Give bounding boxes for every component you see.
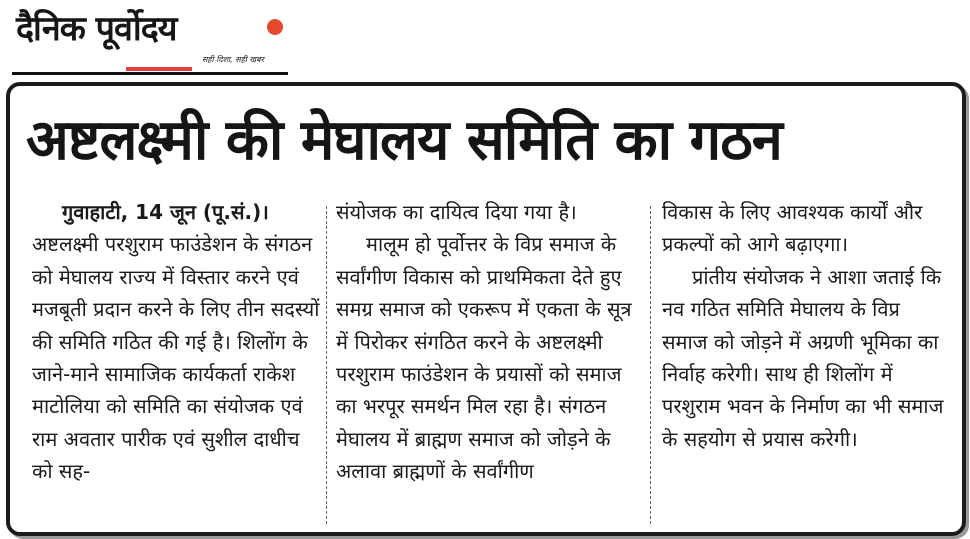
newspaper-name: दैनिक पूर्वोदय — [16, 9, 177, 49]
article-paragraph: संयोजक का दायित्व दिया गया है। — [336, 200, 577, 224]
article-column-3 — [662, 196, 944, 522]
article-dateline: गुवाहाटी, 14 जून (पू.सं.)। — [62, 200, 269, 224]
article-column-1 — [32, 196, 324, 522]
article-column-2 — [336, 196, 638, 522]
article-body-text: अष्टलक्ष्मी परशुराम फाउंडेशन के संगठन को मेघालय राज्य में विस्तार करने एवं मजबूती प्रदान करने के लिए तीन सदस्यों की समिति गठित की गई है। शिलोंग के जाने-माने सामाजिक कार्यकर्ता राकेश माटोलिया को समिति का संयोजक एवं राम अवतार पारीक एवं सुशील दाधीच को सह- — [32, 232, 320, 484]
article-paragraph: मालूम हो पूर्वोत्तर के विप्र समाज के सर्वांगीण विकास को प्राथमिकता देते हुए समग्र समाज को एकरूप में एकता के सूत्र में पिरोकर संगठित करने के अष्टलक्ष्मी परशुराम फाउंडेशन के प्रयासों को समाज का भरपूर समर्थन मिल रहा है। संगठन मेघालय में ब्राह्मण समाज को जोड़ने के अलावा ब्राह्मणों के सर्वांगीण — [336, 232, 632, 484]
newspaper-masthead — [12, 4, 288, 74]
masthead-accent-strip — [126, 67, 192, 71]
newspaper-tagline: सही दिशा, सही खबर — [202, 55, 264, 64]
column-divider — [650, 206, 651, 524]
column-divider — [326, 206, 327, 524]
article-headline: अष्टलक्ष्मी की मेघालय समिति का गठन — [26, 108, 782, 173]
article-paragraph: प्रांतीय संयोजक ने आशा जताई कि नव गठित समिति मेघालय के विप्र समाज को जोड़ने में अग्रणी भूमिका का निर्वाह करेगी। साथ ही शिलोंग में परशुराम भवन के निर्माण का भी समाज के सहयोग से प्रयास करेगी। — [662, 264, 944, 451]
article-paragraph: विकास के लिए आवश्यक कार्यों और प्रकल्पों को आगे बढ़ाएगा। — [662, 200, 923, 257]
masthead-underline — [12, 72, 288, 75]
sun-logo-icon — [266, 18, 284, 36]
